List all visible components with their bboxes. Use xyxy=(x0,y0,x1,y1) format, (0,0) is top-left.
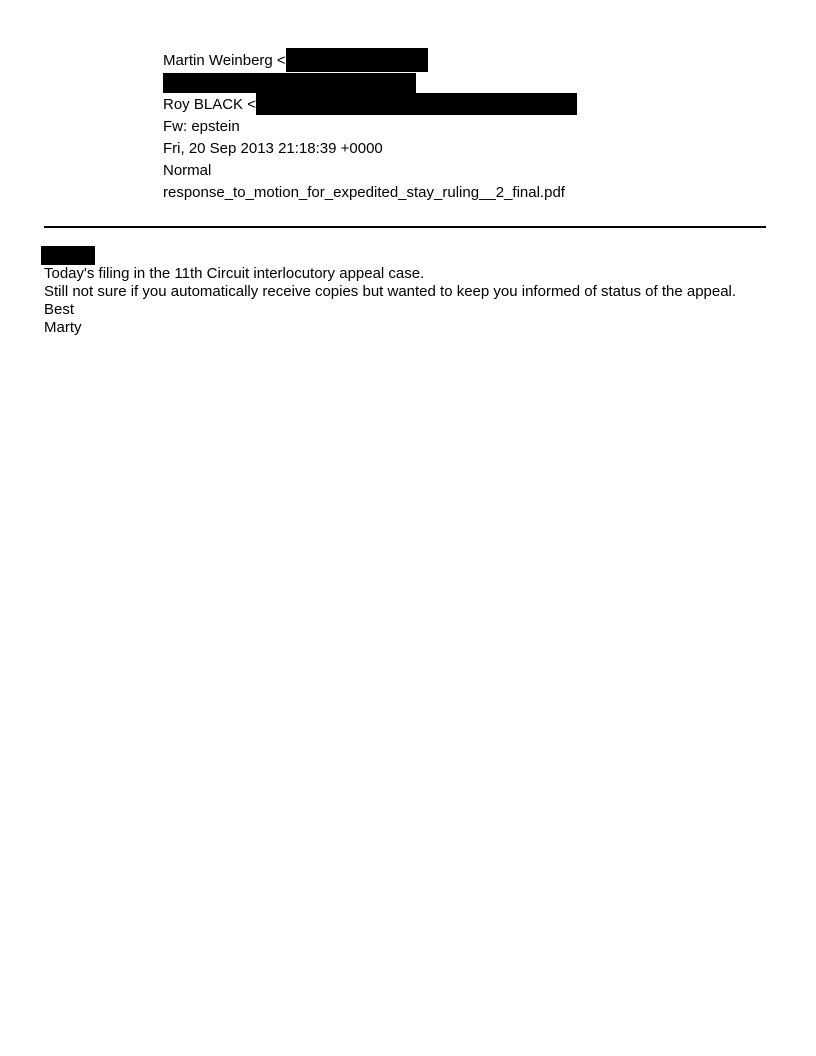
cc-value xyxy=(163,95,577,115)
body-line: Today's filing in the 11th Circuit interlocutory appeal case. xyxy=(44,265,425,282)
header-divider xyxy=(44,226,766,228)
from-sender: Martin Weinberg < xyxy=(163,52,286,69)
to-value xyxy=(163,73,416,93)
subject-value: Fw: epstein xyxy=(163,118,240,135)
importance-value: Normal xyxy=(163,162,212,179)
body-line: Still not sure if you automatically receive copies but wanted to keep you informed of status of the appeal. xyxy=(44,283,737,300)
date-value: Fri, 20 Sep 2013 21:18:39 +0000 xyxy=(163,140,383,157)
body-line: Best xyxy=(44,301,75,318)
redaction-block xyxy=(163,73,416,93)
redaction-block xyxy=(41,246,95,265)
redaction-block xyxy=(256,93,577,115)
cc-recipient: Roy BLACK < xyxy=(163,96,256,113)
message-body xyxy=(44,265,744,337)
redaction-block xyxy=(286,48,428,72)
attachment-filename: response_to_motion_for_expedited_stay_ruling__2_final.pdf xyxy=(163,184,565,201)
from-value xyxy=(163,51,428,72)
body-line: Marty xyxy=(44,319,82,336)
